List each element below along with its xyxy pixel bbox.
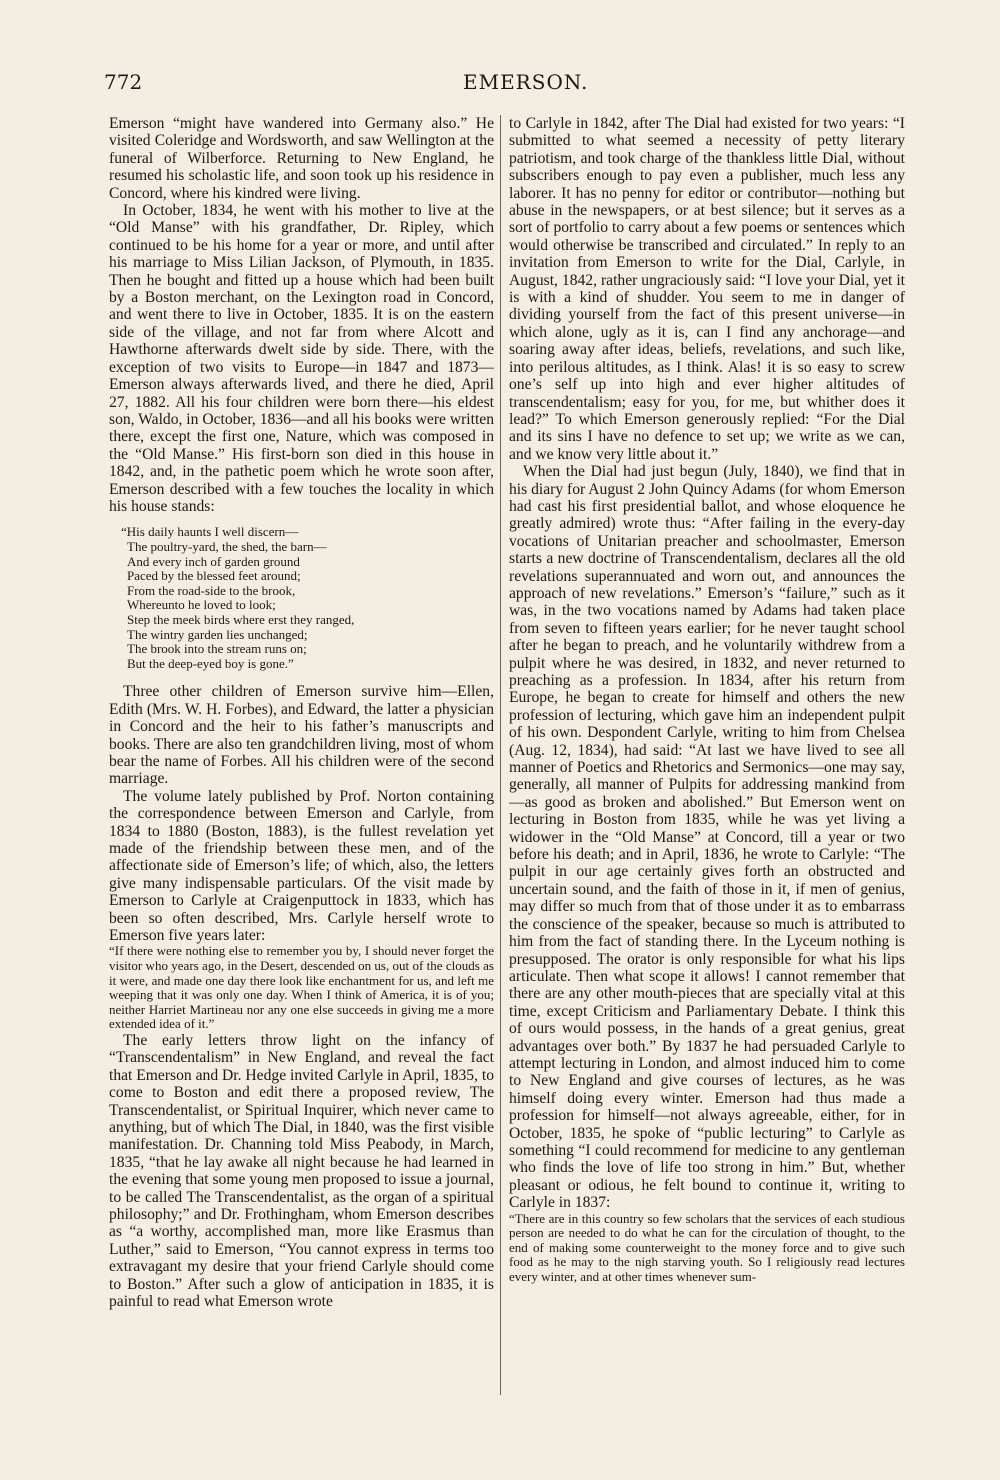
right-column xyxy=(509,115,905,1400)
verse-line: Paced by the blessed feet around; xyxy=(127,568,301,584)
verse-line: And every inch of garden ground xyxy=(127,553,300,569)
left-paragraph-1: Emerson “might have wandered into Germany also.” He visited Coleridge and Wordsworth, and saw Wellington at the funeral of Wilberforce. Returning to New England, he resumed his scholastic life, and soon took up his residence in Concord, where his kindred were living. xyxy=(109,115,494,202)
verse-line: The wintry garden lies unchanged; xyxy=(127,626,308,642)
left-paragraph-3: Three other children of Emerson survive him—Ellen, Edith (Mrs. W. H. Forbes), and Edward, the latter a physician in Concord and the heir to his father’s manuscripts and books. There are also ten grandchildren living, most of whom bear the name of Forbes. All his children were of the second marriage. xyxy=(109,683,494,788)
verse-line: The poultry-yard, the shed, the barn— xyxy=(127,538,327,554)
column-divider xyxy=(500,115,501,1395)
running-head: EMERSON. xyxy=(463,70,589,94)
verse-line: From the road-side to the brook, xyxy=(127,582,296,598)
verse-line: The brook into the stream runs on; xyxy=(127,641,307,657)
left-paragraph-4: The volume lately published by Prof. Norton containing the correspondence between Emerson and Carlyle, from 1834 to 1880 (Boston, 1883), is the fullest revelation yet made of the friendship between these men, and of the affectionate side of Emerson’s life; of which, also, the letters give many indispensable particulars. Of the visit made by Emerson to Carlyle at Craigenputtock in 1833, which has been so often described, Mrs. Carlyle herself wrote to Emerson five years later: xyxy=(109,787,494,944)
right-paragraph-2: When the Dial had just begun (July, 1840), we find that in his diary for August 2 John Quincy Adams (for whom Emerson had cast his first presidential ballot, and whose eloquence he greatly admired) wrote thus: “After failing in the every-day vocations of Unitarian preacher and schoolmaster, Emerson starts a new doctrine of Transcendentalism, declares all the old revelations superannuated and worn out, and announces the approach of new revelations.” Emerson’s “failure,” such as it was, in the two vocations named by Adams had taken place from seven to fifteen years earlier; for he never taught school after he began to preach, and he voluntarily withdrew from a pulpit where he was desired, in 1832, and never returned to preaching as a profession. In 1834, after his return from Europe, he began to create for himself and others the new profession of lecturing, which gave him an independent pulpit of his own. Despondent Carlyle, writing to him from Chelsea (Aug. 12, 1834), had said: “At last we have lived to see all manner of Poetics and Rhetorics and Sermonics—one may say, generally, all manner of Pulpits for addressing mankind from—as good as broken and abolished.” But Emerson went on lecturing in Boston from 1835, while he was yet living a widower in the “Old Manse” at Concord, till a year or two before his death; and in April, 1836, he wrote to Carlyle: “The pulpit in our age certainly gives forth an obstructed and uncertain sound, and the faith of those in it, if men of genius, may differ so much from that of those under it as to embarrass the conscience of the speaker, because so much is attributed to him from the fact of standing there. In the Lyceum nothing is presupposed. The orator is only responsible for what his lips articulate. Then what scope it allows! I cannot remember that there are any other mouth-pieces that are specially vital at this time, except Criticism and Parliamentary Debate. I think this of ours would possess, in the hands of a great genius, great advantages over both.” By 1837 he had persuaded Carlyle to attempt lecturing in London, and almost induced him to come to New England and give courses of lectures, as he was himself doing every winter. Emerson had thus made a profession for himself—not always agreeable, either, for in October, 1835, he spoke of “public lecturing” to Carlyle as something “I could recommend for medicine to any gentleman who finds the love of life too strong in him.” But, whether pleasant or odious, he felt bound to continue it, writing to Carlyle in 1837: xyxy=(509,463,905,1212)
page-number: 772 xyxy=(104,70,143,94)
block-quote: “There are in this country so few scholars that the services of each studious person are needed to do what he can for the circulation of thought, to the end of making some counterweight to the money force and to give such food as he may to the nigh starving youth. So I religiously read lectures every winter, and at other times whenever sum- xyxy=(509,1210,905,1284)
verse-line: “His daily haunts I well discern— xyxy=(121,524,299,540)
verse-line: But the deep-eyed boy is gone.” xyxy=(127,655,294,671)
left-paragraph-5: The early letters throw light on the infancy of “Transcendentalism” in New England, and reveal the fact that Emerson and Dr. Hedge invited Carlyle in April, 1835, to come to Boston and edit there a proposed review, The Transcendentalist, or Spiritual Inquirer, which never came to anything, but of which The Dial, in 1840, was the first visible manifestation. Dr. Channing told Miss Peabody, in March, 1835, “that he lay awake all night because he had learned in the evening that some young men proposed to issue a journal, to be called The Transcendentalist, as the organ of a spiritual philosophy;” and Dr. Frothingham, whom Emerson describes as “a worthy, accomplished man, more like Erasmus than Luther,” said to Emerson, “You cannot express in terms too extravagant my desire that your friend Carlyle should come to Boston.” After such a glow of anticipation in 1835, it is painful to read what Emerson wrote xyxy=(109,1031,494,1311)
right-paragraph-1: to Carlyle in 1842, after The Dial had existed for two years: “I submitted to what seemed a necessity of petty literary patriotism, and took charge of the thankless little Dial, without subscribers enough to pay even a publisher, much less any laborer. It has no penny for editor or contributor—nothing but abuse in the newspapers, or at best silence; but it serves as a sort of portfolio to carry about a few poems or sentences which would otherwise be transcribed and circulated.” In reply to an invitation from Emerson to write for the Dial, Carlyle, in August, 1842, rather ungraciously said: “I love your Dial, yet it is with a kind of shudder. You seem to me in danger of dividing yourself from the fact of this present universe—in which alone, ugly as it is, can I find any anchorage—and soaring away after ideas, beliefs, revelations, and such like, into perilous altitudes, as I think. Alas! it is so easy to screw one’s self up into high and ever higher altitudes of transcendentalism; easy for you, for me, but whither does it lead?” To which Emerson generously replied: “For the Dial and its sins I have no defence to set up; we write as we can, and we know very little about it.” xyxy=(509,115,905,463)
verse-line: Step the meek birds where erst they ranged, xyxy=(127,611,355,627)
verse-line: Whereunto he loved to look; xyxy=(127,597,276,613)
left-paragraph-2: In October, 1834, he went with his mother to live at the “Old Manse” with his grandfather, Dr. Ripley, which continued to be his home for a year or more, and until after his marriage to Miss Lilian Jackson, of Plymouth, in 1835. Then he bought and fitted up a house which had been built by a Boston merchant, on the Lexington road in Concord, and went there to live in October, 1835. It is on the eastern side of the village, and not far from where Alcott and Hawthorne afterwards dwelt side by side. There, with the exception of two visits to Europe—in 1847 and 1873—Emerson always afterwards lived, and there he died, April 27, 1882. All his four children were born there—his eldest son, Waldo, in October, 1836—and all his books were written there, except the first one, Nature, which was composed in the “Old Manse.” His first-born son died in this house in 1842, and, in the pathetic poem which he wrote soon after, Emerson described with a few touches the locality in which his house stands: xyxy=(109,202,494,515)
verse-block xyxy=(121,524,494,671)
page-header xyxy=(0,70,1000,100)
block-quote: “If there were nothing else to remember you by, I should never forget the visitor who years ago, in the Desert, descended on us, out of the clouds as it were, and made one day there look like enchantment for us, and left me weeping that it was only one day. When I think of America, it is of you; neither Harriet Martineau nor any one else succeeds in giving me a more extended idea of it.” xyxy=(109,943,494,1032)
left-column xyxy=(109,115,494,1400)
